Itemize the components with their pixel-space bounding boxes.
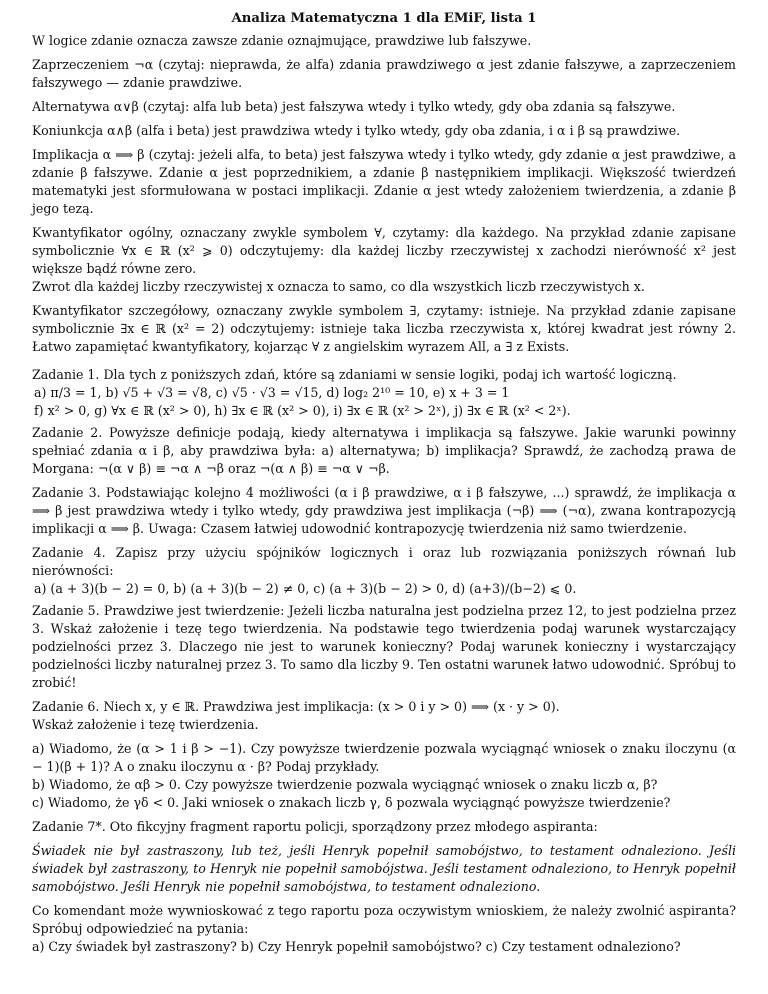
task-7-subquestions: a) Czy świadek był zastraszony? b) Czy Henryk popełnił samobójstwo? c) Czy testament odnaleziono? [32,939,681,954]
task-6-heading: Zadanie 6. Niech x, y ∈ ℝ. Prawdziwa jest implikacja: (x > 0 i y > 0) ⟹ (x · y > 0). [32,699,560,714]
alternative-definition: Alternatywa α∨β (czytaj: alfa lub beta) jest fałszywa wtedy i tylko wtedy, gdy oba zdania są fałszywe. [32,99,676,114]
intro-paragraph: W logice zdanie oznacza zawsze zdanie oznajmujące, prawdziwe lub fałszywe. [32,33,532,48]
conjunction-definition: Koniunkcja α∧β (alfa i beta) jest prawdziwa wtedy i tylko wtedy, gdy oba zdania, i α i β są prawdziwe. [32,123,681,138]
task-2: Zadanie 2. Powyższe definicje podają, kiedy alternatywa i implikacja są fałszywe. Jakie warunki powinny spełniać zdania α i β, aby prawdziwa była: a) alternatywa; b) implikacja? Sprawdź, że zachodzą prawa de Morgana: ¬(α ∨ β) ≡ ¬α ∧ ¬β oraz ¬(α ∧ β) ≡ ¬α ∨ ¬β. [32,425,736,476]
task-1-row-1: a) π/3 = 1, b) √5 + √3 = √8, c) √5 · √3 = √15, d) log₂ 2¹⁰ = 10, e) x + 3 = 1 [34,385,510,400]
task-5: Zadanie 5. Prawdziwe jest twierdzenie: Jeżeli liczba naturalna jest podzielna przez 12, to jest podzielna przez 3. Wskaż założenie i tezę tego twierdzenia. Na podstawie tego twierdzenia podaj warunek wystarczający podzielności przez 3. Dlaczego nie jest to warunek konieczny? Podaj warunek konieczny i wystarczający podzielności liczby naturalnej przez 3. To samo dla liczby 9. Ten ostatni warunek łatwo udowodnić. Spróbuj to zrobić! [32,603,736,690]
task-6-a: a) Wiadomo, że (α > 1 i β > −1). Czy powyższe twierdzenie pozwala wyciągnąć wniosek o znaku iloczynu (α − 1)(β + 1)? A o znaku iloczynu α · β? Podaj przykłady. [32,741,736,774]
task-1-items [32,384,736,420]
exists-definition: Kwantyfikator szczegółowy, oznaczany zwykle symbolem ∃, czytamy: istnieje. Na przykład zdanie zapisane symbolicznie ∃x ∈ ℝ (x² = 2) odczytujemy: istnieje taka liczba rzeczywista x, której kwadrat jest równy 2. Łatwo zapamiętać kwantyfikatory, kojarząc ∀ z angielskim wyrazem All, a ∃ z Exists. [32,303,736,354]
task-3: Zadanie 3. Podstawiając kolejno 4 możliwości (α i β prawdziwe, α i β fałszywe, ...) sprawdź, że implikacja α ⟹ β jest prawdziwa wtedy i tylko wtedy, gdy prawdziwa jest implikacja (¬β) ⟹ (¬α), zwana kontrapozycją implikacji α ⟹ β. Uwaga: Czasem łatwiej udowodnić kontrapozycję twierdzenia niż samo twierdzenie. [32,485,736,536]
task-6-line-2: Wskaż założenie i tezę twierdzenia. [32,717,259,732]
task-7-question: Co komendant może wywnioskować z tego raportu poza oczywistym wnioskiem, że należy zwolnić aspiranta? Spróbuj odpowiedzieć na pytania: [32,903,736,936]
task-4-items [32,580,736,598]
task-1-row-2: f) x² > 0, g) ∀x ∈ ℝ (x² > 0), h) ∃x ∈ ℝ (x² > 0), i) ∃x ∈ ℝ (x² > 2ˣ), j) ∃x ∈ ℝ (x² < 2ˣ). [34,403,571,418]
task-7-heading: Zadanie 7*. Oto fikcyjny fragment raportu policji, sporządzony przez młodego aspiranta: [32,819,598,834]
task-4-row: a) (a + 3)(b − 2) = 0, b) (a + 3)(b − 2) ≠ 0, c) (a + 3)(b − 2) > 0, d) (a+3)/(b−2) ⩽ 0. [34,581,577,596]
task-7-quote: Świadek nie był zastraszony, lub też, jeśli Henryk popełnił samobójstwo, to testament odnaleziono. Jeśli świadek był zastraszony, to Henryk nie popełnił samobójstwa. Jeśli testament odnaleziono, to Henryk popełnił samobójstwo. Jeśli Henryk nie popełnił samobójstwa, to testament odnaleziono. [32,843,736,894]
implication-definition: Implikacja α ⟹ β (czytaj: jeżeli alfa, to beta) jest fałszywa wtedy i tylko wtedy, gdy zdanie α jest prawdziwe, a zdanie β fałszywe. Zdanie α jest poprzednikiem, a zdanie β następnikiem implikacji. Większość twierdzeń matematyki jest sformułowana w postaci implikacji. Zdanie α jest wtedy założeniem twierdzenia, a zdanie β jego tezą. [32,147,736,216]
task-4-heading: Zadanie 4. Zapisz przy użyciu spójników logicznych i oraz lub rozwiązania poniższych równań lub nierówności: [32,545,736,578]
forall-definition: Kwantyfikator ogólny, oznaczany zwykle symbolem ∀, czytamy: dla każdego. Na przykład zdanie zapisane symbolicznie ∀x ∈ ℝ (x² ⩾ 0) odczytujemy: dla każdej liczby rzeczywistej x zachodzi nierówność x² jest większe bądź równe zero. [32,225,736,276]
forall-note: Zwrot dla każdej liczby rzeczywistej x oznacza to samo, co dla wszystkich liczb rzeczywistych x. [32,279,645,294]
page-title: Analiza Matematyczna 1 dla EMiF, lista 1 [231,11,537,26]
task-6-c: c) Wiadomo, że γδ < 0. Jaki wniosek o znakach liczb γ, δ pozwala wyciągnąć powyższe twierdzenie? [32,795,671,810]
negation-definition: Zaprzeczeniem ¬α (czytaj: nieprawda, że alfa) zdania prawdziwego α jest zdanie fałszywe, a zaprzeczeniem fałszywego — zdanie prawdziwe. [32,57,736,90]
task-1-heading: Zadanie 1. Dla tych z poniższych zdań, które są zdaniami w sensie logiki, podaj ich wartość logiczną. [32,367,677,382]
task-6-b: b) Wiadomo, że αβ > 0. Czy powyższe twierdzenie pozwala wyciągnąć wniosek o znaku liczb α, β? [32,777,658,792]
